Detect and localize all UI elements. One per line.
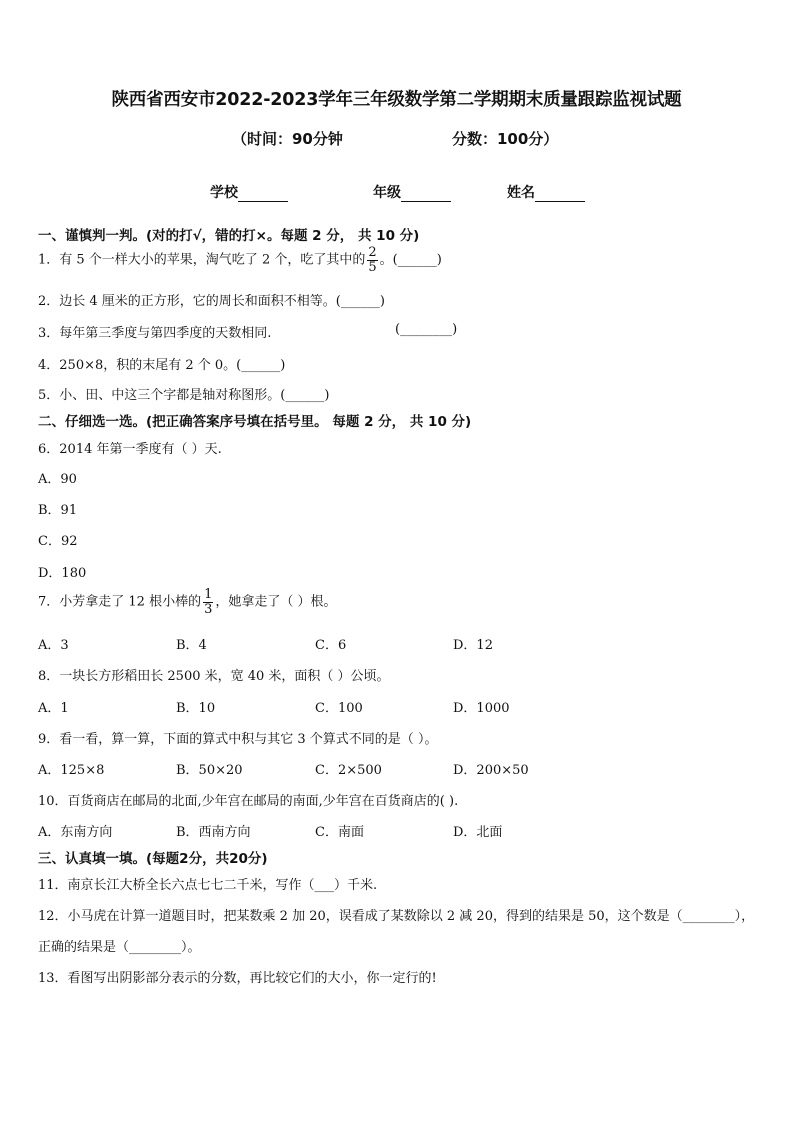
fraction-numerator: 2 xyxy=(368,245,377,260)
question-7-option-a[interactable]: A．3 xyxy=(38,638,69,653)
question-6: 6．2014 年第一季度有（ ）天. xyxy=(38,442,222,457)
section-3-heading: 三、认真填一填。(每题2分，共20分) xyxy=(38,851,268,867)
question-9-option-b[interactable]: B．50×20 xyxy=(176,763,243,778)
fraction-2-5 xyxy=(367,246,377,274)
section-1-heading: 一、谨慎判一判。(对的打√，错的打×。每题 2 分， 共 10 分) xyxy=(38,228,420,244)
grade-blank[interactable] xyxy=(401,187,451,202)
school-blank[interactable] xyxy=(238,187,288,202)
school-label: 学校 xyxy=(210,185,238,201)
question-1 xyxy=(38,246,442,274)
question-10-option-a[interactable]: A．东南方向 xyxy=(38,825,113,840)
question-1-answer[interactable]: 。(______) xyxy=(379,252,442,268)
question-10-option-c[interactable]: C．南面 xyxy=(315,825,364,840)
exam-score: 分数：100分） xyxy=(452,130,559,148)
exam-time: （时间：90分钟 xyxy=(232,130,343,148)
name-label: 姓名 xyxy=(507,185,535,201)
question-8-option-b[interactable]: B．10 xyxy=(176,701,216,716)
question-11: 11．南京长江大桥全长六点七七二千米，写作（___）千米. xyxy=(38,878,378,893)
question-7 xyxy=(38,588,337,616)
question-8-option-c[interactable]: C．100 xyxy=(315,701,363,716)
question-8: 8．一块长方形稻田长 2500 米，宽 40 米，面积（ ）公顷。 xyxy=(38,669,390,684)
fraction-numerator: 1 xyxy=(204,587,213,602)
question-13: 13．看图写出阴影部分表示的分数，再比较它们的大小，你一定行的! xyxy=(38,971,437,986)
question-8-option-a[interactable]: A．1 xyxy=(38,701,69,716)
school-field xyxy=(210,182,288,202)
page-title: 陕西省西安市2022-2023学年三年级数学第二学期期末质量跟踪监视试题 xyxy=(111,90,682,110)
question-7-option-d[interactable]: D．12 xyxy=(453,638,493,653)
question-10-option-d[interactable]: D．北面 xyxy=(453,825,503,840)
fraction-denominator: 5 xyxy=(368,259,377,275)
question-9: 9．看一看，算一算，下面的算式中积与其它 3 个算式不同的是（ ）。 xyxy=(38,732,438,747)
name-field xyxy=(507,182,585,202)
question-2: 2．边长 4 厘米的正方形，它的周长和面积不相等。(______) xyxy=(38,294,385,309)
question-9-option-c[interactable]: C．2×500 xyxy=(315,763,382,778)
question-7-text: 7．小芳拿走了 12 根小棒的 xyxy=(38,594,202,610)
question-10: 10．百货商店在邮局的北面,少年宫在邮局的南面,少年宫在百货商店的( ). xyxy=(38,794,459,809)
question-5: 5．小、田、中这三个字都是轴对称图形。(______) xyxy=(38,388,330,403)
question-1-text: 1．有 5 个一样大小的苹果，淘气吃了 2 个，吃了其中的 xyxy=(38,252,366,268)
question-12: 12．小马虎在计算一道题目时，把某数乘 2 加 20，误看成了某数除以 2 减 20，得到的结果是 50，这个数是（________）， xyxy=(38,909,755,924)
name-blank[interactable] xyxy=(535,187,585,202)
question-7-option-c[interactable]: C．6 xyxy=(315,638,347,653)
question-7-option-b[interactable]: B．4 xyxy=(176,638,207,653)
question-4: 4．250×8，积的末尾有 2 个 0。(______) xyxy=(38,358,286,373)
question-6-option-c[interactable]: C．92 xyxy=(38,534,78,549)
question-8-option-d[interactable]: D．1000 xyxy=(453,701,510,716)
question-6-option-d[interactable]: D．180 xyxy=(38,566,87,581)
grade-label: 年级 xyxy=(373,185,401,201)
question-3: 3．每年第三季度与第四季度的天数相同. xyxy=(38,326,272,341)
fraction-denominator: 3 xyxy=(204,601,213,617)
question-6-option-a[interactable]: A．90 xyxy=(38,472,77,487)
question-12-continued: 正确的结果是（________）。 xyxy=(38,940,201,955)
section-2-heading: 二、仔细选一选。(把正确答案序号填在括号里。 每题 2 分， 共 10 分) xyxy=(38,414,472,430)
question-3-answer[interactable]: (________) xyxy=(395,322,458,337)
question-9-option-d[interactable]: D．200×50 xyxy=(453,763,529,778)
question-6-option-b[interactable]: B．91 xyxy=(38,503,78,518)
question-9-option-a[interactable]: A．125×8 xyxy=(38,763,105,778)
question-7-text-end: ，她拿走了（ ）根。 xyxy=(215,594,337,610)
grade-field xyxy=(373,182,451,202)
question-10-option-b[interactable]: B．西南方向 xyxy=(176,825,251,840)
fraction-1-3 xyxy=(203,588,213,616)
